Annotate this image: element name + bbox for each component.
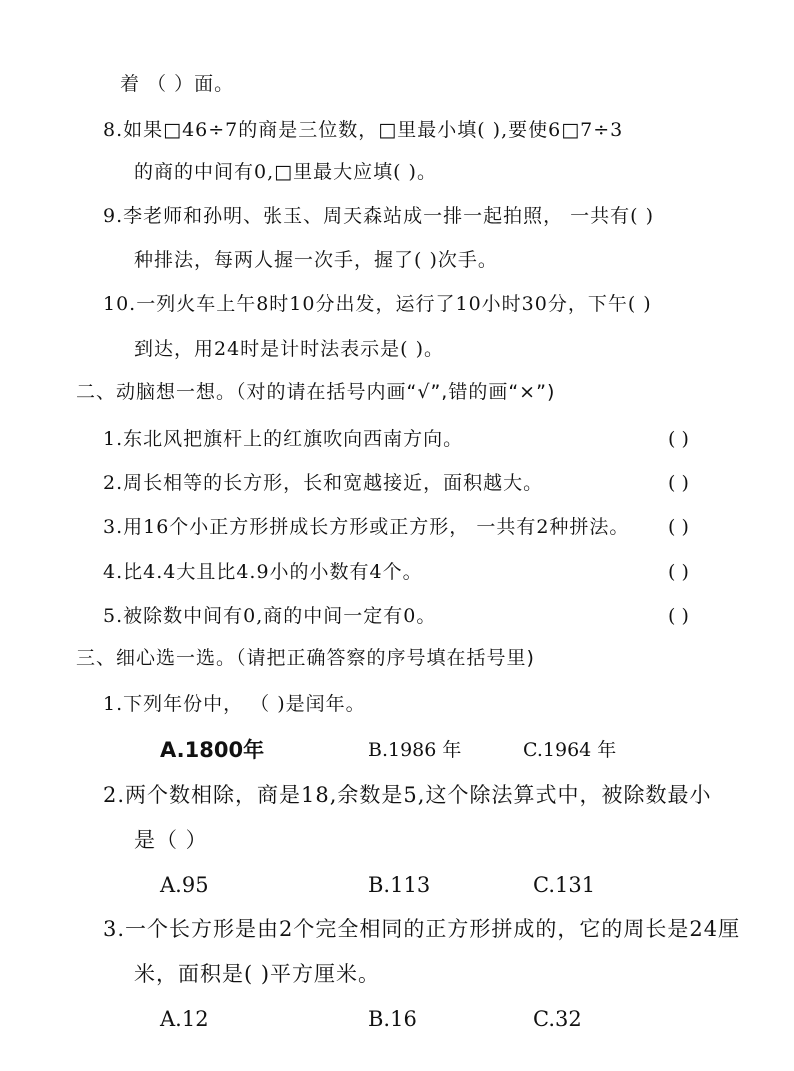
q10-line1: 10.一列火车上午8时10分出发，运行了10小时30分，下午( ): [103, 293, 652, 315]
choice-q3-option-c[interactable]: C.32: [533, 1007, 582, 1031]
choice-q1-option-b[interactable]: B.1986 年: [368, 739, 462, 761]
choice-q1-option-a[interactable]: A.1800年: [160, 738, 265, 762]
choice-q3-stem-line1: 3.一个长方形是由2个完全相同的正方形拼成的，它的周长是24厘: [103, 917, 741, 941]
choice-q3-option-b[interactable]: B.16: [368, 1007, 417, 1031]
judge-item-2: 2.周长相等的长方形，长和宽越接近，面积越大。: [103, 472, 544, 494]
choice-q1-option-c[interactable]: C.1964 年: [523, 739, 617, 761]
judge-heading: 二、动脑想一想。（对的请在括号内画“√”,错的画“×”): [76, 381, 556, 403]
judge-item-4: 4.比4.4大且比4.9小的小数有4个。: [103, 561, 423, 583]
choice-heading: 三、细心选一选。（请把正确答察的序号填在括号里): [76, 647, 535, 669]
judge-answer-paren-1[interactable]: ( ): [668, 428, 689, 450]
q9-line2: 种排法，每两人握一次手，握了( )次手。: [134, 249, 498, 271]
choice-q2-stem-line1: 2.两个数相除，商是18,余数是5,这个除法算式中，被除数最小: [103, 783, 712, 807]
choice-q3-stem-line2: 米，面积是( )平方厘米。: [134, 962, 381, 986]
q7-tail: 着 （ ）面。: [120, 73, 235, 95]
judge-item-1: 1.东北风把旗杆上的红旗吹向西南方向。: [103, 428, 464, 450]
choice-q2-option-a[interactable]: A.95: [160, 873, 209, 897]
judge-answer-paren-2[interactable]: ( ): [668, 472, 689, 494]
choice-q1-stem: 1.下列年份中， （ )是闰年。: [103, 693, 366, 715]
choice-q2-option-c[interactable]: C.131: [533, 873, 596, 897]
choice-q3-option-a[interactable]: A.12: [160, 1007, 209, 1031]
choice-q2-option-b[interactable]: B.113: [368, 873, 431, 897]
choice-q2-stem-line2: 是（ ）: [134, 828, 208, 852]
judge-item-5: 5.被除数中间有0,商的中间一定有0。: [103, 605, 437, 627]
q10-line2: 到达，用24时是计时法表示是( )。: [134, 338, 445, 360]
q9-line1: 9.李老师和孙明、张玉、周天森站成一排一起拍照， 一共有( ): [103, 205, 655, 227]
judge-answer-paren-4[interactable]: ( ): [668, 561, 689, 583]
judge-answer-paren-3[interactable]: ( ): [668, 516, 689, 538]
q8-line1: 8.如果□46÷7的商是三位数，□里最小填( ),要使6□7÷3: [103, 119, 624, 141]
judge-answer-paren-5[interactable]: ( ): [668, 605, 689, 627]
judge-item-3: 3.用16个小正方形拼成长方形或正方形， 一共有2种拼法。: [103, 516, 630, 538]
q8-line2: 的商的中间有0,□里最大应填( )。: [134, 161, 437, 183]
